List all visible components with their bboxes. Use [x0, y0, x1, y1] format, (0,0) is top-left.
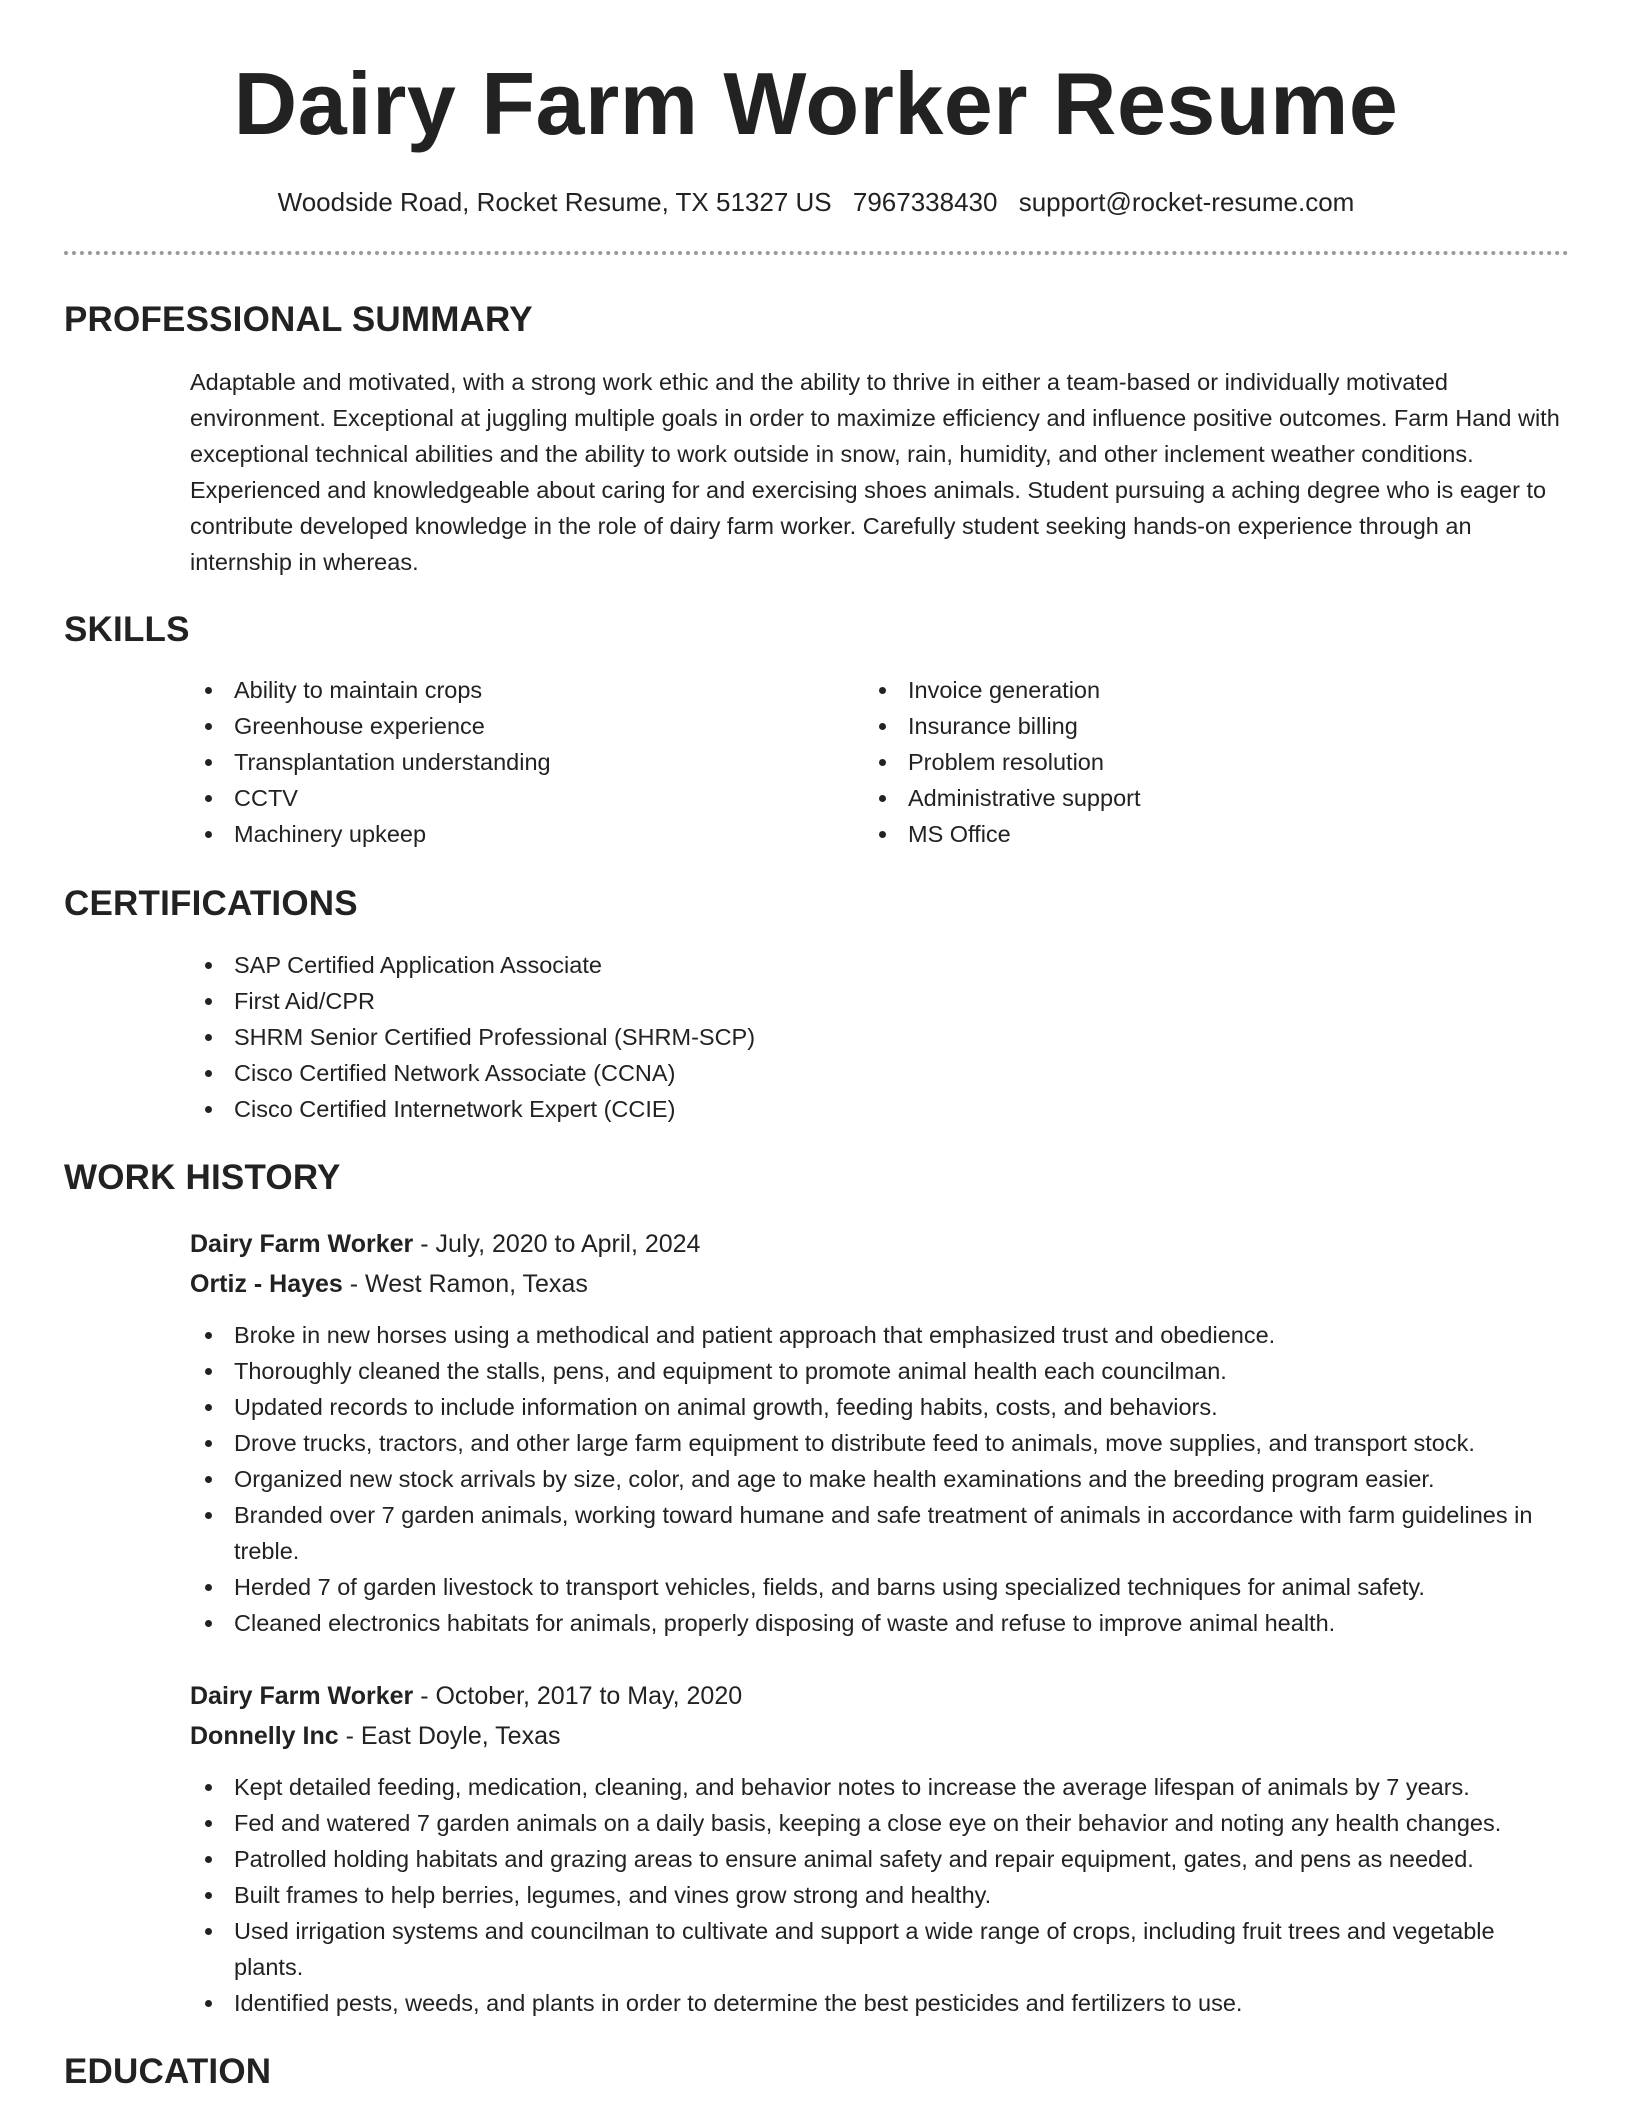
job-company: Donnelly Inc — [190, 1722, 339, 1750]
skills-list-right — [864, 672, 1504, 852]
list-item: Invoice generation — [864, 672, 1504, 708]
section-heading-education: EDUCATION — [64, 2052, 272, 2091]
contact-email: support@rocket-resume.com — [1018, 187, 1355, 217]
resume-header — [0, 0, 1632, 218]
list-item: Branded over 7 garden animals, working toward humane and safe treatment of animals in accordance with farm guidelines in treble. — [190, 1497, 1570, 1569]
contact-address: Woodside Road, Rocket Resume, TX 51327 US — [277, 187, 832, 217]
list-item: Cisco Certified Network Associate (CCNA) — [190, 1055, 1190, 1091]
job-dates: - October, 2017 to May, 2020 — [413, 1682, 743, 1710]
list-item: MS Office — [864, 816, 1504, 852]
summary-text: Adaptable and motivated, with a strong work ethic and the ability to thrive in either a team-based or individually motivated environment. Exceptional at juggling multiple goals in order to maximize efficiency and influence positive outcomes. Farm Hand with exceptional technical abilities and the ability to work outside in snow, rain, humidity, and other inclement weather conditions. Experienced and knowledgeable about caring for and exercising shoes animals. Student pursuing a aching degree who is eager to contribute developed knowledge in the role of dairy farm worker. Carefully student seeking hands-on experience through an internship in whereas. — [190, 369, 1560, 575]
section-heading-summary: PROFESSIONAL SUMMARY — [64, 300, 533, 339]
list-item: Patrolled holding habitats and grazing areas to ensure animal safety and repair equipment, gates, and pens as needed. — [190, 1841, 1570, 1877]
list-item: Herded 7 of garden livestock to transport vehicles, fields, and barns using specialized techniques for animal safety. — [190, 1569, 1570, 1605]
job-entry — [190, 1676, 1570, 1756]
list-item: Thoroughly cleaned the stalls, pens, and equipment to promote animal health each councilman. — [190, 1353, 1570, 1389]
list-item: Kept detailed feeding, medication, cleaning, and behavior notes to increase the average lifespan of animals by 7 years. — [190, 1769, 1570, 1805]
list-item: Organized new stock arrivals by size, color, and age to make health examinations and the breeding program easier. — [190, 1461, 1570, 1497]
job-company: Ortiz - Hayes — [190, 1270, 343, 1298]
job-title: Dairy Farm Worker — [190, 1682, 414, 1710]
job-dates: - July, 2020 to April, 2024 — [413, 1230, 701, 1258]
list-item: Greenhouse experience — [190, 708, 830, 744]
list-item: Cisco Certified Internetwork Expert (CCIE) — [190, 1091, 1190, 1127]
list-item: Ability to maintain crops — [190, 672, 830, 708]
contact-phone: 7967338430 — [852, 187, 998, 217]
skills-column-right — [864, 672, 1504, 852]
job-title-line — [190, 1224, 1570, 1264]
job-title: Dairy Farm Worker — [190, 1230, 414, 1258]
list-item: Problem resolution — [864, 744, 1504, 780]
list-item: Updated records to include information on animal growth, feeding habits, costs, and behaviors. — [190, 1389, 1570, 1425]
list-item: Transplantation understanding — [190, 744, 830, 780]
job-location: - East Doyle, Texas — [338, 1722, 561, 1750]
job-company-line — [190, 1264, 1570, 1304]
job-bullets-block — [190, 1317, 1570, 1641]
job-title-line — [190, 1676, 1570, 1716]
list-item: Identified pests, weeds, and plants in order to determine the best pesticides and fertilizers to use. — [190, 1985, 1570, 2021]
job-bullets — [190, 1769, 1570, 2021]
header-divider — [64, 251, 1569, 255]
list-item: Insurance billing — [864, 708, 1504, 744]
list-item: Machinery upkeep — [190, 816, 830, 852]
page-title: Dairy Farm Worker Resume — [233, 54, 1399, 153]
list-item: Fed and watered 7 garden animals on a daily basis, keeping a close eye on their behavior and noting any health changes. — [190, 1805, 1570, 1841]
certifications-block — [190, 947, 1190, 1127]
list-item: Broke in new horses using a methodical and patient approach that emphasized trust and obedience. — [190, 1317, 1570, 1353]
section-heading-work-history: WORK HISTORY — [64, 1158, 341, 1197]
list-item: Administrative support — [864, 780, 1504, 816]
list-item: First Aid/CPR — [190, 983, 1190, 1019]
job-entry — [190, 1224, 1570, 1304]
job-location: - West Ramon, Texas — [342, 1270, 588, 1298]
skills-list-left — [190, 672, 830, 852]
job-bullets-block — [190, 1769, 1570, 2021]
list-item: Built frames to help berries, legumes, and vines grow strong and healthy. — [190, 1877, 1570, 1913]
list-item: CCTV — [190, 780, 830, 816]
list-item: SHRM Senior Certified Professional (SHRM-SCP) — [190, 1019, 1190, 1055]
list-item: Drove trucks, tractors, and other large farm equipment to distribute feed to animals, move supplies, and transport stock. — [190, 1425, 1570, 1461]
skills-column-left — [190, 672, 830, 852]
list-item: Used irrigation systems and councilman to cultivate and support a wide range of crops, including fruit trees and vegetable plants. — [190, 1913, 1570, 1985]
job-bullets — [190, 1317, 1570, 1641]
job-company-line — [190, 1716, 1570, 1756]
contact-line — [0, 186, 1632, 218]
section-heading-skills: SKILLS — [64, 610, 190, 649]
list-item: Cleaned electronics habitats for animals, properly disposing of waste and refuse to improve animal health. — [190, 1605, 1570, 1641]
list-item: SAP Certified Application Associate — [190, 947, 1190, 983]
certifications-list — [190, 947, 1190, 1127]
section-heading-certifications: CERTIFICATIONS — [64, 884, 358, 923]
